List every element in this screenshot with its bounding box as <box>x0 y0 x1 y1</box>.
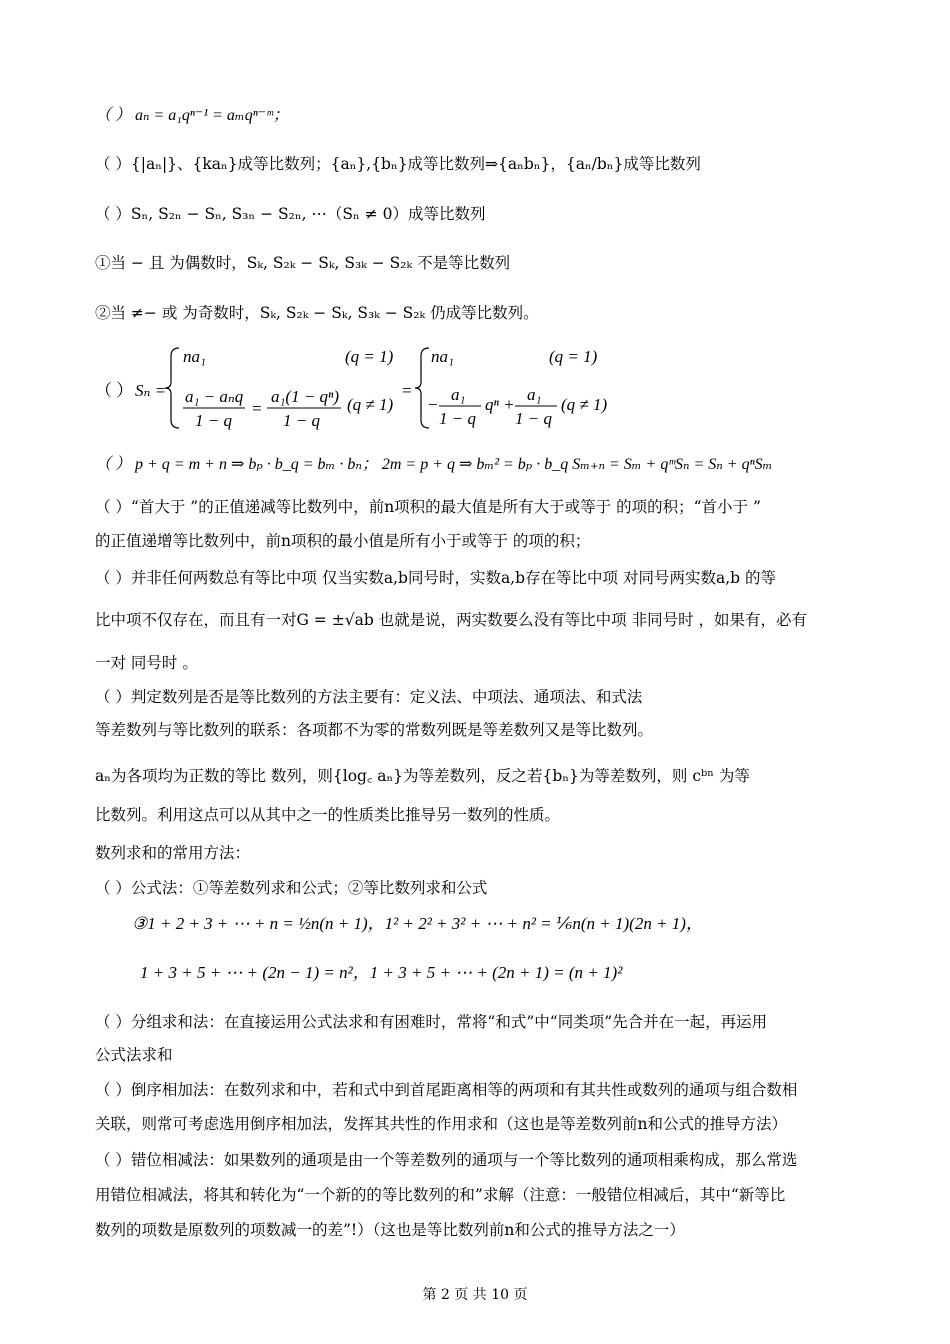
text-line: 1 + 3 + 5 + ⋯ + (2n − 1) = n²，1 + 3 + 5 + ⋯ + (2n + 1) = (n + 1)² <box>140 963 623 982</box>
text-line: （ ）倒序相加法：在数列求和中，若和式中到首尾距离相等的两项和有其共性或数列的通项与组合数相 <box>95 1081 798 1099</box>
text-line: （ ）判定数列是否是等比数列的方法主要有：定义法、中项法、通项法、和式法 <box>95 688 643 706</box>
case-2-num: a₁ − aₙq <box>185 387 244 406</box>
text-line: 比数列。利用这点可以从其中之一的性质类比推导另一数列的性质。 <box>95 806 561 824</box>
text-line: （ ）并非任何两数总有等比中项 仅当实数a,b同号时，实数a,b存在等比中项 对同号两实数a,b 的等 <box>95 569 776 587</box>
formula-mid: = <box>401 381 413 400</box>
text-line: 数列求和的常用方法： <box>95 844 251 862</box>
case-4-num: a₁ <box>451 385 466 404</box>
text-line: 公式法求和 <box>95 1046 173 1064</box>
text-line: （ ）“首大于 ”的正值递减等比数列中，前n项积的最大值是所有大于或等于 的项的积；“首小于 ” <box>95 498 761 516</box>
case-2-den2: 1 − q <box>283 411 320 430</box>
text-line: ②当 ≠− 或 为奇数时，Sₖ, S₂ₖ − Sₖ, S₃ₖ − S₂ₖ 仍成等比数列。 <box>95 304 539 322</box>
text-line: ③1 + 2 + 3 + ⋯ + n = ½n(n + 1)，1² + 2² + 3² + ⋯ + n² = ⅙n(n + 1)(2n + 1)， <box>132 914 703 933</box>
case-3: na₁ <box>431 347 454 366</box>
case-2-num2: a₁(1 − qⁿ) <box>271 387 340 406</box>
case-3-cond: (q = 1) <box>549 347 598 366</box>
case-4-num2: a₁ <box>527 385 542 404</box>
text-line: 的正值递增等比数列中，前n项积的最小值是所有小于或等于 的项的积； <box>95 532 591 550</box>
page-footer: 第 2 页 共 10 页 <box>422 1287 528 1303</box>
text-line: 比中项不仅存在，而且有一对G = ±√ab 也就是说，两实数要么没有等比中项 非同号时 ，如果有，必有 <box>95 611 808 629</box>
text-line: 关联，则常可考虑选用倒序相加法，发挥其共性的作用求和（这也是等差数列前n和公式的推导方法） <box>95 1115 787 1133</box>
case-1-cond: (q = 1) <box>345 347 394 366</box>
right-brace <box>415 348 429 428</box>
case-2-eq: = <box>251 399 263 418</box>
text-line: （ ）公式法：①等差数列求和公式；②等比数列求和公式 <box>95 879 488 897</box>
case-2-cond: (q ≠ 1) <box>347 395 394 414</box>
formula-prefix: （ ） <box>95 381 134 400</box>
text-line: （ ）错位相减法：如果数列的通项是由一个等差数列的通项与一个等比数列的通项相乘构成，那么常选 <box>95 1151 798 1169</box>
text-line: 数列的项数是原数列的项数减一的差”!）（这也是等比数列前n和公式的推导方法之一） <box>95 1221 685 1239</box>
case-4-cond: (q ≠ 1) <box>561 395 608 414</box>
sum-formula <box>95 342 655 434</box>
case-4-minus: − <box>427 395 439 414</box>
case-4-mid: qⁿ + <box>485 395 515 414</box>
text-line: ①当 − 且 为偶数时，Sₖ, S₂ₖ − Sₖ, S₃ₖ − S₂ₖ 不是等比数列 <box>95 254 511 272</box>
text-line: （ ） p + q = m + n ⇒ bₚ · b_q = bₘ · bₙ； 2m = p + q ⇒ bₘ² = bₚ · b_q Sₘ₊ₙ = Sₘ + qᵐSₙ = Sₙ + qⁿSₘ <box>95 456 773 473</box>
text-line: 一对 同号时 。 <box>95 654 198 672</box>
text-line: 用错位相减法，将其和转化为“一个新的的等比数列的和”求解（注意：一般错位相减后，其中“新等比 <box>95 1186 786 1204</box>
case-4-den: 1 − q <box>439 409 476 428</box>
formula-lhs: Sₙ = <box>135 381 167 400</box>
text-line: 等差数列与等比数列的联系：各项都不为零的常数列既是等差数列又是等比数列。 <box>95 721 654 739</box>
case-1: na₁ <box>183 347 206 366</box>
case-4-den2: 1 − q <box>515 409 552 428</box>
text-line: （ ）Sₙ, S₂ₙ − Sₙ, S₃ₙ − S₂ₙ, ⋯（Sₙ ≠ 0）成等比数列 <box>95 205 486 223</box>
left-brace <box>165 348 179 428</box>
text-line: （ ）{|aₙ|}、{kaₙ}成等比数列；{aₙ},{bₙ}成等比数列⇒{aₙbₙ}，{aₙ/bₙ}成等比数列 <box>95 155 701 173</box>
text-line: （ ） aₙ = a₁qⁿ⁻¹ = aₘqⁿ⁻ᵐ； <box>95 107 289 124</box>
text-line: aₙ为各项均为正数的等比 数列，则{log꜀ aₙ}为等差数列，反之若{bₙ}为等差数列，则 cᵇⁿ 为等 <box>95 767 750 785</box>
case-2-den: 1 − q <box>195 411 232 430</box>
text-line: （ ）分组求和法：在直接运用公式法求和有困难时，常将“和式”中“同类项”先合并在一起，再运用 <box>95 1013 768 1031</box>
